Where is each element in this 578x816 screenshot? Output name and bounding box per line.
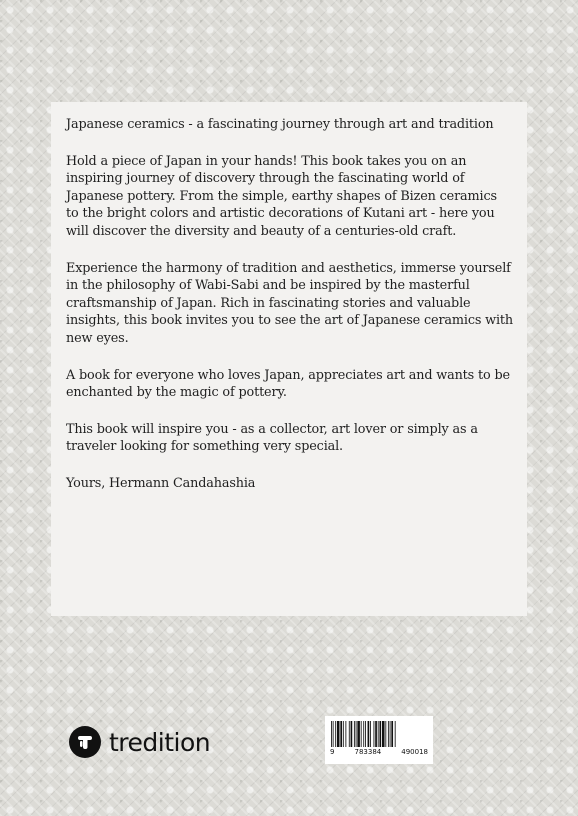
barcode-bar (390, 721, 391, 747)
publisher-logo (69, 726, 210, 758)
barcode-right-group: 490018 (401, 748, 428, 756)
barcode-bar (374, 721, 375, 747)
publisher-name: tredition (109, 727, 211, 757)
blurb-paragraph-experience: Experience the harmony of tradition and aesthetics, immerse yourself in the philosophy of Wabi-Sabi and be inspired by the masterful craftsmanship of Japan. Rich in fascinating stories and valuable insights, this book invites you to see the art of Japanese ceramics with new eyes. (66, 260, 513, 346)
barcode-bar (382, 721, 385, 747)
barcode-bar (365, 721, 366, 747)
blurb-title: Japanese ceramics - a fascinating journey through art and tradition (66, 117, 494, 132)
barcode-digits (329, 748, 429, 756)
barcode-bar (375, 721, 377, 747)
blurb-paragraph-inspire: This book will inspire you - as a collector, art lover or simply as a traveler looking for something very special. (66, 421, 478, 455)
barcode-bar (368, 721, 370, 747)
barcode-bar (349, 721, 350, 747)
barcode-bar (343, 721, 344, 747)
barcode-left-group: 783384 (354, 748, 382, 756)
back-cover-text-panel (51, 102, 527, 616)
barcode-first-digit: 9 (330, 748, 335, 756)
barcode-bar (357, 721, 360, 747)
tredition-logo-icon (69, 726, 101, 758)
barcode-bar (335, 721, 336, 747)
barcode-bar (385, 721, 386, 747)
barcode-bar (345, 721, 346, 747)
barcode-bar (331, 721, 332, 747)
barcode-bar (388, 721, 389, 747)
barcode-bar (354, 721, 355, 747)
blurb-paragraph-intro: Hold a piece of Japan in your hands! This book takes you on an inspiring journey of discovery through the fascinating world of Japanese pottery. From the simple, earthy shapes of Bizen ceramics to the bright colors and artistic decorations of Kutani art - here you will discover the diversity and beauty of a centuries-old craft. (66, 153, 497, 239)
barcode-bar (333, 721, 334, 747)
barcode-bar (370, 721, 371, 747)
barcode-bar (378, 721, 379, 747)
barcode-bar (363, 721, 364, 747)
barcode-bar (379, 721, 381, 747)
blurb-paragraph-audience: A book for everyone who loves Japan, appreciates art and wants to be enchanted by the magic of pottery. (66, 367, 510, 401)
barcode-bars (329, 721, 429, 747)
barcode-bar (391, 721, 393, 747)
barcode-bar (395, 721, 396, 747)
barcode-bar (340, 721, 342, 747)
isbn-barcode (325, 716, 433, 764)
barcode-bar (356, 721, 357, 747)
barcode-bar (351, 721, 353, 747)
barcode-bar (337, 721, 340, 747)
barcode-bar (361, 721, 362, 747)
blurb-signature: Yours, Hermann Candahashia (66, 475, 256, 491)
